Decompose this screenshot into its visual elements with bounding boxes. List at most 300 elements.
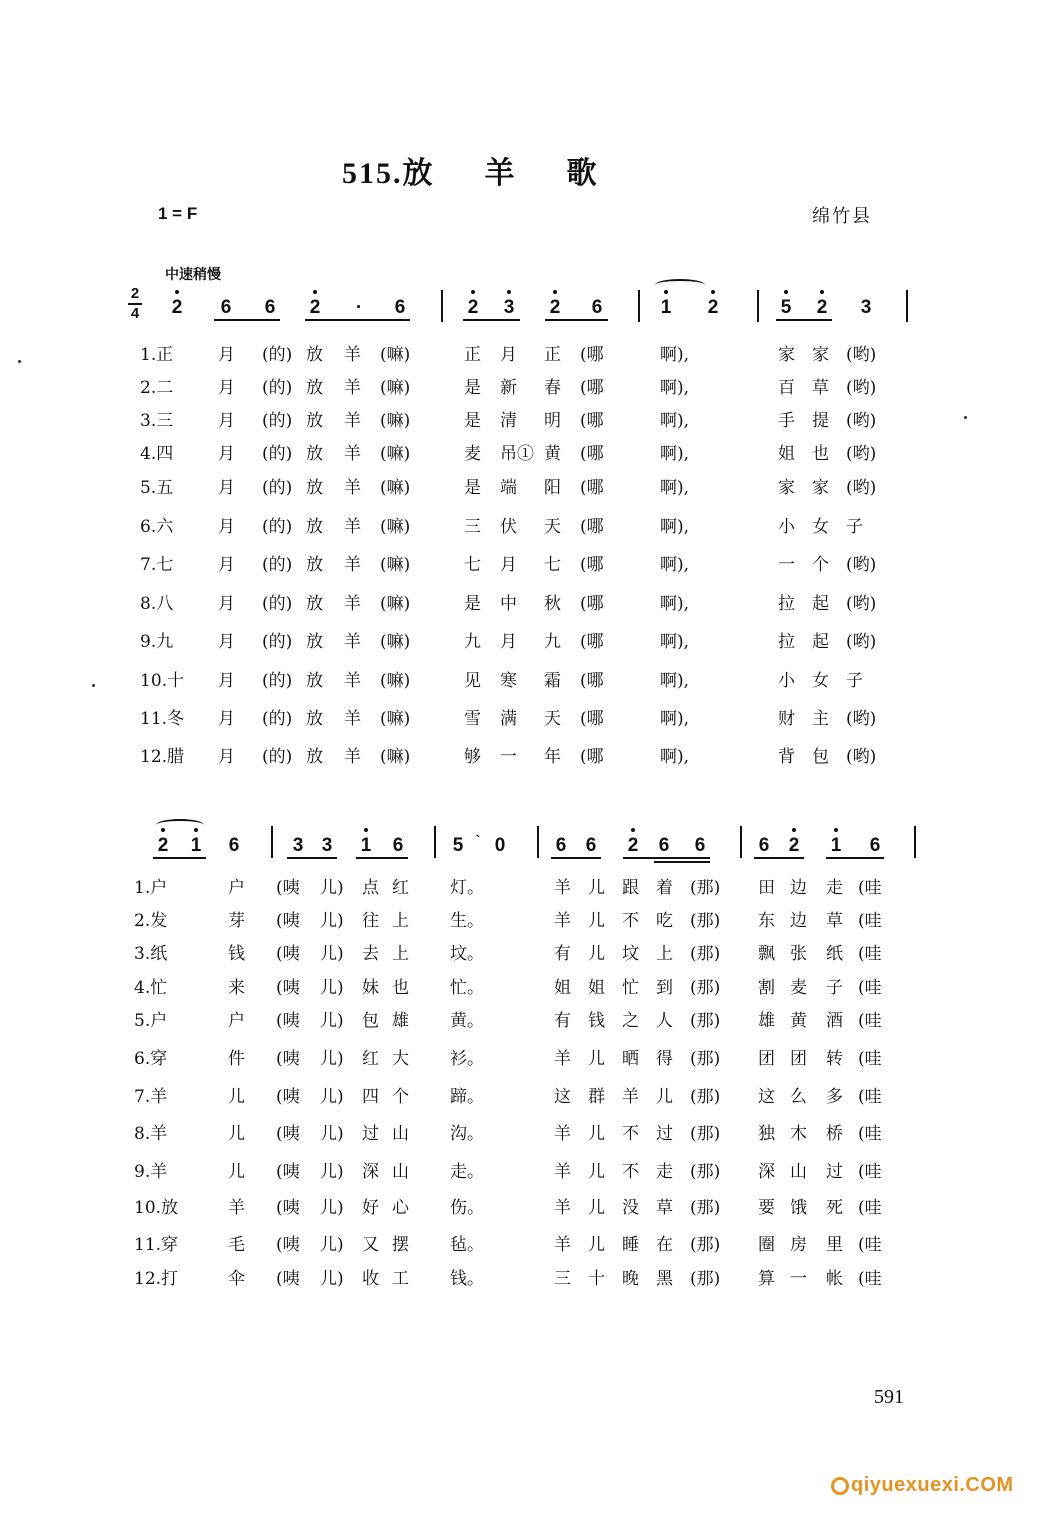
lyric-syllable: 羊 (554, 878, 571, 898)
beam (826, 857, 884, 859)
lyric-syllable: 木 (790, 1124, 807, 1144)
lyric-syllable: 8.羊 (134, 1124, 168, 1144)
lyric-syllable: 么 (790, 1087, 807, 1107)
lyric-syllable: 儿 (588, 944, 605, 964)
lyric-syllable: 4.忙 (134, 978, 168, 998)
lyric-syllable: 起 (812, 594, 829, 614)
lyric-syllable: 走 (656, 1162, 673, 1182)
lyric-syllable: 天 (544, 709, 561, 729)
key-signature: 1 = F (158, 204, 198, 223)
lyric-syllable: 心 (392, 1198, 409, 1218)
lyric-syllable: 件 (228, 1049, 245, 1069)
lyric-syllable: 深 (758, 1162, 775, 1182)
lyric-syllable: (嘛) (380, 671, 411, 691)
lyric-syllable: 上 (392, 944, 409, 964)
lyric-syllable: 中 (500, 594, 517, 614)
lyric-syllable: 帐 (826, 1269, 843, 1289)
lyric-syllable: 儿) (320, 1011, 344, 1031)
note: 6 (228, 835, 240, 856)
lyric-syllable: 姐 (554, 978, 571, 998)
lyric-syllable: (哟) (846, 444, 877, 464)
lyric-syllable: 一 (790, 1269, 807, 1289)
lyric-syllable: 6.穿 (134, 1049, 168, 1069)
lyric-syllable: (嘛) (380, 378, 411, 398)
lyric-syllable: 九 (464, 632, 481, 652)
lyric-syllable: 羊 (554, 1162, 571, 1182)
lyric-syllable: (哟) (846, 632, 877, 652)
lyric-syllable: (哪 (580, 671, 604, 691)
lyric-syllable: 小 (778, 671, 795, 691)
lyric-syllable: 拉 (778, 632, 795, 652)
lyric-syllable: (的) (262, 378, 293, 398)
note: 6 (394, 297, 406, 318)
song-name: 放羊歌 (402, 156, 649, 191)
lyric-syllable: 羊 (344, 671, 361, 691)
lyric-syllable: 儿) (320, 978, 344, 998)
lyric-syllable: 独 (758, 1124, 775, 1144)
lyric-syllable: 月 (218, 747, 235, 767)
barline (537, 826, 539, 858)
lyric-syllable: 黑 (656, 1269, 673, 1289)
lyric-syllable: (那) (690, 944, 721, 964)
lyric-syllable: 羊 (344, 594, 361, 614)
lyric-syllable: 草 (656, 1198, 673, 1218)
lyric-syllable: 儿) (320, 1235, 344, 1255)
watermark (831, 1474, 1014, 1497)
lyric-syllable: 跟 (622, 878, 639, 898)
lyric-syllable: 手 (778, 411, 795, 431)
lyric-syllable: 摆 (392, 1235, 409, 1255)
lyric-syllable: 红 (392, 878, 409, 898)
beam (551, 857, 601, 859)
note: 2 (167, 298, 187, 318)
lyric-syllable: 儿) (320, 911, 344, 931)
note: 5 (452, 835, 464, 856)
lyric-syllable: 是 (464, 478, 481, 498)
lyric-syllable: 儿 (588, 1235, 605, 1255)
barline (434, 826, 436, 858)
lyric-syllable: 羊 (554, 1049, 571, 1069)
lyric-syllable: 去 (362, 944, 379, 964)
lyric-syllable: 儿) (320, 1198, 344, 1218)
lyric-syllable: 走 (826, 878, 843, 898)
scan-speck (964, 416, 967, 419)
lyric-syllable: 人 (656, 1011, 673, 1031)
lyric-syllable: 够 (464, 747, 481, 767)
lyric-syllable: 边 (790, 878, 807, 898)
lyric-syllable: 啊), (660, 555, 690, 575)
lyric-syllable: 啊), (660, 478, 690, 498)
lyric-syllable: 羊 (622, 1087, 639, 1107)
lyric-syllable: 放 (306, 709, 323, 729)
lyric-syllable: 月 (218, 444, 235, 464)
lyric-syllable: 羊 (344, 378, 361, 398)
lyric-syllable: (哪 (580, 709, 604, 729)
lyric-syllable: 过 (362, 1124, 379, 1144)
lyric-syllable: 啊), (660, 709, 690, 729)
lyric-syllable: 月 (218, 671, 235, 691)
lyric-syllable: 山 (392, 1124, 409, 1144)
lyric-syllable: 上 (656, 944, 673, 964)
note: 1 (356, 836, 376, 856)
lyric-syllable: 是 (464, 411, 481, 431)
lyric-syllable: (哇 (858, 1124, 882, 1144)
lyric-syllable: 圈 (758, 1235, 775, 1255)
region-label: 绵竹县 (812, 206, 872, 227)
lyric-syllable: (哟) (846, 709, 877, 729)
lyric-syllable: 吃 (656, 911, 673, 931)
note: 2 (153, 836, 173, 856)
lyric-syllable: 红 (362, 1049, 379, 1069)
lyric-syllable: 儿 (588, 1049, 605, 1069)
lyric-syllable: 大 (392, 1049, 409, 1069)
lyric-syllable: 1.正 (140, 345, 174, 365)
lyric-syllable: 子 (846, 671, 863, 691)
scan-speck (18, 360, 21, 363)
lyric-syllable: 九 (544, 632, 561, 652)
lyric-syllable: (哪 (580, 444, 604, 464)
lyric-syllable: (那) (690, 1011, 721, 1031)
lyric-syllable: 羊 (554, 1235, 571, 1255)
lyric-syllable: 羊 (344, 632, 361, 652)
lyric-syllable: 在 (656, 1235, 673, 1255)
note: 5 (776, 298, 796, 318)
lyric-syllable: 钱 (228, 944, 245, 964)
lyric-syllable: 边 (790, 911, 807, 931)
lyric-syllable: 羊 (554, 1198, 571, 1218)
lyric-syllable: 儿) (320, 1162, 344, 1182)
lyric-syllable: 啊), (660, 594, 690, 614)
lyric-syllable: 这 (554, 1087, 571, 1107)
lyric-syllable: 儿 (588, 911, 605, 931)
note: 2 (784, 836, 804, 856)
lyric-syllable: 放 (306, 632, 323, 652)
lyric-syllable: 不 (622, 1124, 639, 1144)
lyric-syllable: 子 (826, 978, 843, 998)
scan-speck (92, 684, 95, 687)
lyric-syllable: 提 (812, 411, 829, 431)
lyric-syllable: (哪 (580, 747, 604, 767)
lyric-syllable: 有 (554, 944, 571, 964)
lyric-syllable: 酒 (826, 1011, 843, 1031)
note: 6 (392, 835, 404, 856)
lyric-syllable: (咦 (276, 1162, 300, 1182)
lyric-syllable: 羊 (554, 911, 571, 931)
lyric-syllable: 年 (544, 747, 561, 767)
lyric-syllable: 儿 (588, 1162, 605, 1182)
lyric-syllable: 10.十 (140, 671, 185, 691)
lyric-syllable: 月 (218, 478, 235, 498)
lyric-syllable: (的) (262, 594, 293, 614)
lyric-syllable: 来 (228, 978, 245, 998)
lyric-syllable: 1.户 (134, 878, 168, 898)
lyric-syllable: 又 (362, 1235, 379, 1255)
lyric-syllable: (的) (262, 747, 293, 767)
lyric-syllable: (那) (690, 1124, 721, 1144)
lyric-syllable: 正 (464, 345, 481, 365)
lyric-syllable: 黄 (544, 444, 561, 464)
note: 6 (591, 297, 603, 318)
lyric-syllable: 团 (790, 1049, 807, 1069)
note: 6 (555, 835, 567, 856)
lyric-syllable: 忙 (622, 978, 639, 998)
lyric-syllable: 生。 (450, 911, 484, 931)
lyric-syllable: 啊), (660, 345, 690, 365)
note: 3 (860, 297, 872, 318)
lyric-syllable: 十 (588, 1269, 605, 1289)
lyric-syllable: 啊), (660, 444, 690, 464)
lyric-syllable: (哟) (846, 747, 877, 767)
lyric-syllable: (哇 (858, 1011, 882, 1031)
lyric-syllable: 过 (826, 1162, 843, 1182)
lyric-syllable: (嘛) (380, 555, 411, 575)
lyric-syllable: 沟。 (450, 1124, 484, 1144)
lyric-syllable: 2.发 (134, 911, 168, 931)
lyric-syllable: (的) (262, 709, 293, 729)
lyric-syllable: 毡。 (450, 1235, 484, 1255)
lyric-syllable: 天 (544, 517, 561, 537)
lyric-syllable: (哟) (846, 555, 877, 575)
lyric-syllable: 饿 (790, 1198, 807, 1218)
note: 1 (186, 836, 206, 856)
lyric-syllable: 雄 (392, 1011, 409, 1031)
lyric-syllable: 包 (812, 747, 829, 767)
lyric-syllable: (咦 (276, 1011, 300, 1031)
lyric-syllable: (哪 (580, 345, 604, 365)
lyric-syllable: (哟) (846, 478, 877, 498)
lyric-syllable: (哪 (580, 632, 604, 652)
lyric-syllable: 个 (392, 1087, 409, 1107)
lyric-syllable: 9.羊 (134, 1162, 168, 1182)
lyric-syllable: 啊), (660, 517, 690, 537)
lyric-syllable: 田 (758, 878, 775, 898)
lyric-syllable: 忙。 (450, 978, 484, 998)
lyric-syllable: 羊 (344, 709, 361, 729)
lyric-syllable: 黄。 (450, 1011, 484, 1031)
lyric-syllable: (咦 (276, 1049, 300, 1069)
lyric-syllable: 晚 (622, 1269, 639, 1289)
slur (156, 819, 204, 831)
lyric-syllable: 主 (812, 709, 829, 729)
lyric-syllable: 麦 (790, 978, 807, 998)
lyric-syllable: (哇 (858, 1198, 882, 1218)
time-signature-bottom: 4 (130, 305, 140, 322)
lyric-syllable: 羊 (344, 345, 361, 365)
note-dot (631, 828, 635, 832)
note: 3 (292, 835, 304, 856)
lyric-syllable: 7.七 (140, 555, 174, 575)
lyric-syllable: (嘛) (380, 478, 411, 498)
lyric-syllable: (的) (262, 671, 293, 691)
lyric-syllable: 家 (812, 345, 829, 365)
lyric-syllable: 儿) (320, 1269, 344, 1289)
lyric-syllable: 月 (500, 555, 517, 575)
lyric-syllable: (嘛) (380, 345, 411, 365)
lyric-syllable: 麦 (464, 444, 481, 464)
lyric-syllable: 四 (362, 1087, 379, 1107)
note-dot (792, 828, 796, 832)
lyric-syllable: 月 (218, 632, 235, 652)
lyric-syllable: 月 (218, 378, 235, 398)
lyric-syllable: 没 (622, 1198, 639, 1218)
lyric-syllable: 放 (306, 411, 323, 431)
lyric-syllable: (咦 (276, 1235, 300, 1255)
lyric-syllable: 有 (554, 1011, 571, 1031)
lyric-syllable: (嘛) (380, 444, 411, 464)
lyric-syllable: 这 (758, 1087, 775, 1107)
lyric-syllable: (哟) (846, 411, 877, 431)
lyric-syllable: 放 (306, 594, 323, 614)
lyric-syllable: 雄 (758, 1011, 775, 1031)
note: 6 (220, 297, 232, 318)
beam (153, 857, 206, 859)
note-dot (364, 828, 368, 832)
note: 2 (463, 298, 483, 318)
lyric-syllable: 也 (812, 444, 829, 464)
lyric-syllable: 七 (544, 555, 561, 575)
lyric-syllable: 东 (758, 911, 775, 931)
lyric-syllable: (的) (262, 411, 293, 431)
lyric-syllable: 端 (500, 478, 517, 498)
lyric-syllable: (那) (690, 1162, 721, 1182)
lyric-syllable: 家 (778, 478, 795, 498)
lyric-syllable: 儿 (228, 1124, 245, 1144)
lyric-syllable: 7.羊 (134, 1087, 168, 1107)
lyric-syllable: (哇 (858, 1049, 882, 1069)
lyric-syllable: 睡 (622, 1235, 639, 1255)
lyric-syllable: 一 (500, 747, 517, 767)
note: 1 (826, 836, 846, 856)
lyric-syllable: (咦 (276, 1269, 300, 1289)
lyric-syllable: (咦 (276, 1087, 300, 1107)
lyric-syllable: (咦 (276, 878, 300, 898)
lyric-syllable: (嘛) (380, 632, 411, 652)
lyric-syllable: 儿 (656, 1087, 673, 1107)
lyric-syllable: (的) (262, 555, 293, 575)
lyric-syllable: 2.二 (140, 378, 174, 398)
lyric-syllable: 放 (306, 378, 323, 398)
lyric-syllable: 过 (656, 1124, 673, 1144)
lyric-syllable: (嘛) (380, 709, 411, 729)
breath-mark: ` (475, 832, 481, 848)
lyric-syllable: 伤。 (450, 1198, 484, 1218)
lyric-syllable: (哟) (846, 378, 877, 398)
lyric-syllable: 上 (392, 911, 409, 931)
lyric-syllable: (哇 (858, 978, 882, 998)
lyric-syllable: 3.三 (140, 411, 174, 431)
lyric-syllable: (哪 (580, 555, 604, 575)
lyric-syllable: (咦 (276, 1124, 300, 1144)
lyric-syllable: 工 (392, 1269, 409, 1289)
note: 6 (869, 835, 881, 856)
lyric-syllable: 明 (544, 411, 561, 431)
lyric-syllable: (嘛) (380, 411, 411, 431)
lyric-syllable: (那) (690, 878, 721, 898)
lyric-syllable: 新 (500, 378, 517, 398)
note: 2 (305, 298, 325, 318)
lyric-syllable: (哇 (858, 878, 882, 898)
lyric-syllable: 12.腊 (140, 747, 185, 767)
lyric-syllable: 走。 (450, 1162, 484, 1182)
lyric-syllable: 芽 (228, 911, 245, 931)
lyric-syllable: 秋 (544, 594, 561, 614)
lyric-syllable: 月 (500, 345, 517, 365)
lyric-syllable: 割 (758, 978, 775, 998)
note: 3 (321, 835, 333, 856)
lyric-syllable: 11.穿 (134, 1235, 179, 1255)
lyric-syllable: 点 (362, 878, 379, 898)
lyric-syllable: (哪 (580, 594, 604, 614)
lyric-syllable: (哪 (580, 517, 604, 537)
lyric-syllable: 见 (464, 671, 481, 691)
lyric-syllable: 寒 (500, 671, 517, 691)
lyric-syllable: 三 (464, 517, 481, 537)
lyric-syllable: 里 (826, 1235, 843, 1255)
lyric-syllable: (嘛) (380, 594, 411, 614)
lyric-syllable: 户 (228, 878, 245, 898)
lyric-syllable: (那) (690, 911, 721, 931)
lyric-syllable: (哇 (858, 1087, 882, 1107)
lyric-syllable: (那) (690, 1235, 721, 1255)
lyric-syllable: 收 (362, 1269, 379, 1289)
lyric-syllable: 放 (306, 345, 323, 365)
note: 3 (499, 298, 519, 318)
beam (754, 857, 804, 859)
lyric-syllable: 放 (306, 671, 323, 691)
lyric-syllable: 阳 (544, 478, 561, 498)
lyric-syllable: 转 (826, 1049, 843, 1069)
note: 2 (545, 298, 565, 318)
lyric-syllable: 家 (812, 478, 829, 498)
lyric-syllable: (那) (690, 1087, 721, 1107)
lyric-syllable: 儿 (588, 1124, 605, 1144)
lyric-syllable: (的) (262, 517, 293, 537)
lyric-syllable: 钱 (588, 1011, 605, 1031)
lyric-syllable: (那) (690, 1198, 721, 1218)
lyric-syllable: 羊 (554, 1124, 571, 1144)
lyric-syllable: (哇 (858, 911, 882, 931)
lyric-syllable: (哟) (846, 594, 877, 614)
lyric-syllable: (咦 (276, 944, 300, 964)
lyric-syllable: 姐 (778, 444, 795, 464)
lyric-syllable: 10.放 (134, 1198, 179, 1218)
lyric-syllable: 啊), (660, 378, 690, 398)
lyric-syllable: 之 (622, 1011, 639, 1031)
lyric-syllable: 要 (758, 1198, 775, 1218)
lyric-syllable: 羊 (228, 1198, 245, 1218)
lyric-syllable: 春 (544, 378, 561, 398)
lyric-syllable: 蹄。 (450, 1087, 484, 1107)
lyric-syllable: 清 (500, 411, 517, 431)
lyric-syllable: 儿) (320, 1124, 344, 1144)
lyric-syllable: 户 (228, 1011, 245, 1031)
lyric-syllable: 羊 (344, 444, 361, 464)
watermark-text: qiyuexuexi.COM (851, 1474, 1014, 1496)
lyric-syllable: 11.冬 (140, 709, 185, 729)
lyric-syllable: 6.六 (140, 517, 174, 537)
lyric-syllable: 姐 (588, 978, 605, 998)
lyric-syllable: 儿) (320, 1087, 344, 1107)
lyric-syllable: 草 (812, 378, 829, 398)
lyric-syllable: 儿 (588, 1198, 605, 1218)
note-dot (834, 828, 838, 832)
note: 6 (264, 297, 276, 318)
lyric-syllable: 啊), (660, 632, 690, 652)
lyric-syllable: 月 (218, 709, 235, 729)
lyric-syllable: 一 (778, 555, 795, 575)
song-number: 515. (342, 157, 403, 190)
lyric-syllable: 放 (306, 517, 323, 537)
